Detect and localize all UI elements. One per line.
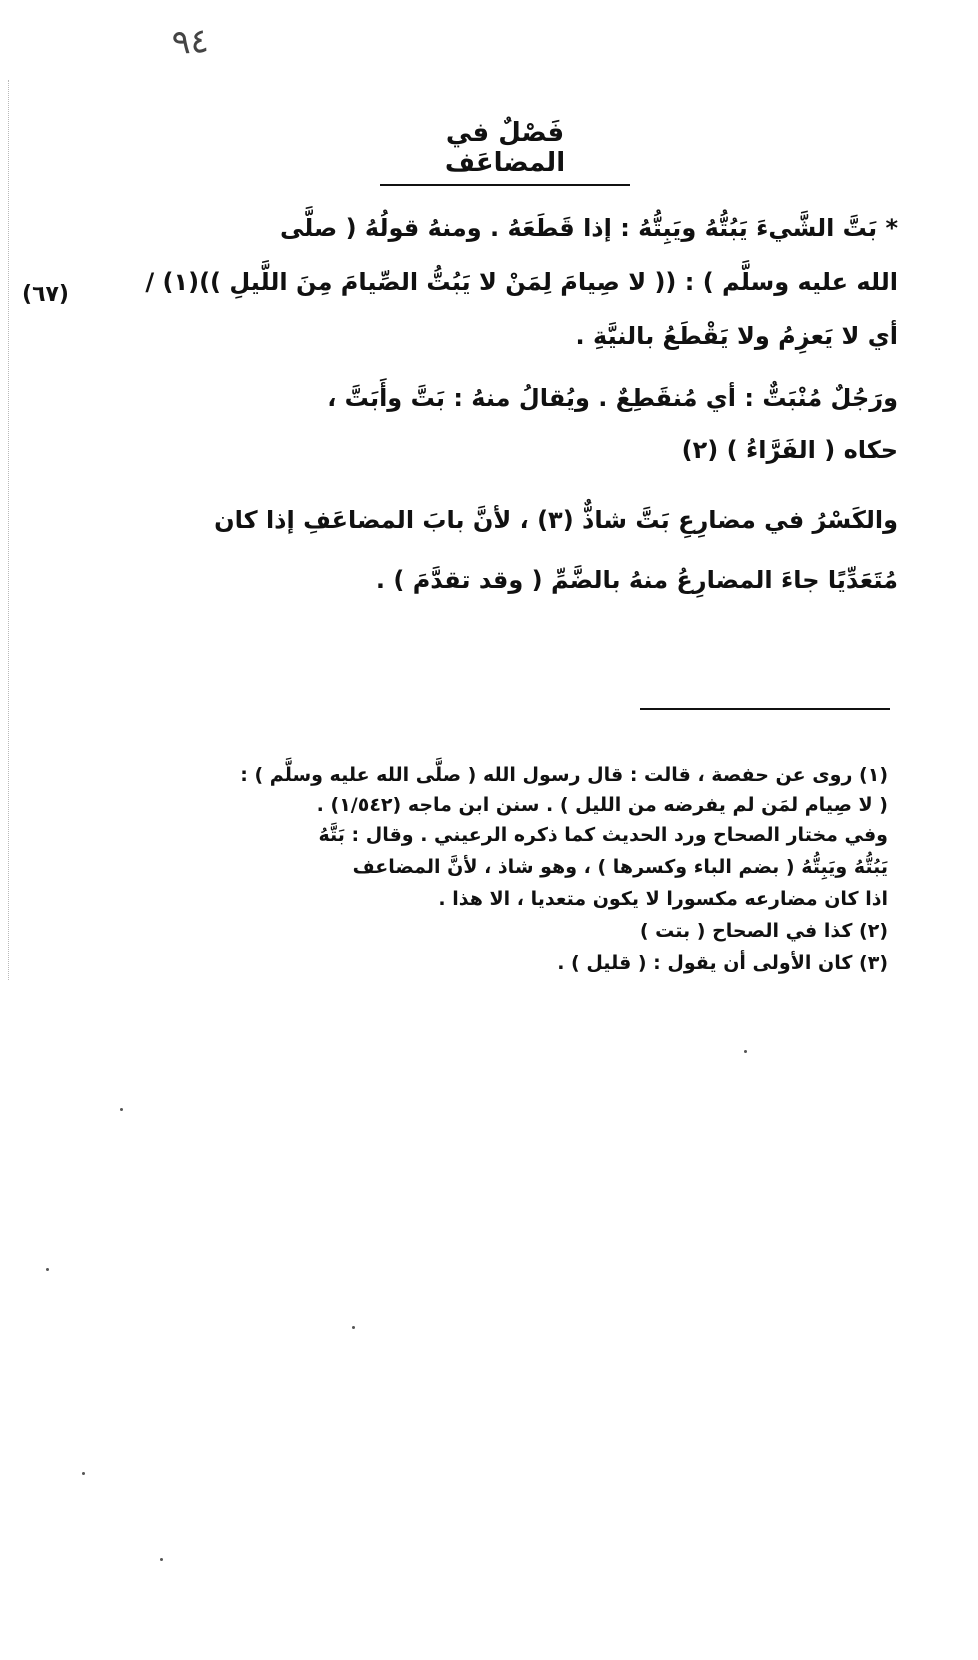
footnote-separator [640, 708, 890, 710]
scan-speck [352, 1326, 355, 1329]
body-line-2: الله عليه وسلَّم ) : (( لا صِيامَ لِمَنْ لا يَبُتُّ الصِّيامَ مِنَ اللَّيلِ ))(١) / [145, 268, 898, 296]
body-line-5: حكاه ( الفَرَّاءُ ) (٢) [681, 436, 898, 464]
page-number: ٩٤ [170, 20, 210, 64]
footnote-line-7: (٣) كان الأولى أن يقول : ( قليل ) . [557, 952, 888, 974]
body-line-4: ورَجُلٌ مُنْبَتٌّ : أي مُنقَطِعٌ . ويُقالُ منهُ : بَتَّ وأَبَتَّ ، [327, 384, 898, 412]
scan-speck [46, 1268, 49, 1271]
body-line-1: * بَتَّ الشَّيءَ يَبُتُّهُ ويَبِتُّهُ : إذا قَطَعَهُ . ومنهُ قولُهُ ( صلَّى [279, 214, 898, 242]
scan-speck [120, 1108, 123, 1111]
scan-speck [82, 1472, 85, 1475]
footnote-line-3: وفي مختار الصحاح ورد الحديث كما ذكره الرعيني . وقال : بَتَّهُ [318, 824, 888, 846]
footnote-line-5: اذا كان مضارعه مكسورا لا يكون متعديا ، الا هذا . [438, 888, 888, 910]
body-line-6: والكَسْرُ في مضارِعِ بَتَّ شاذٌّ (٣) ، لأنَّ بابَ المضاعَفِ إذا كان [214, 506, 898, 534]
footnote-line-4: يَبُتُّهُ ويَبِتُّهُ ( بضم الباء وكسرها ) ، وهو شاذ ، لأنَّ المضاعف [352, 856, 888, 878]
section-heading-text: فَصْلٌ في المضاعَف [380, 118, 630, 186]
body-line-7: مُتَعَدِّيًا جاءَ المضارِعُ منهُ بالضَّمِّ ( وقد تقدَّمَ ) . [375, 566, 898, 594]
footnote-line-2: ( لا صِيام لمَن لم يفرضه من الليل ) . سنن ابن ماجه (١/٥٤٢) . [316, 794, 888, 816]
scan-edge-mark [8, 80, 10, 980]
body-line-3: أي لا يَعزِمُ ولا يَقْطَعُ بالنيَّةِ . [575, 322, 898, 350]
footnote-line-6: (٢) كذا في الصحاح ( بتت ) [639, 920, 888, 942]
scan-speck [160, 1558, 163, 1561]
footnote-line-1: (١) روى عن حفصة ، قالت : قال رسول الله ( صلَّى الله عليه وسلَّم ) : [240, 764, 888, 786]
margin-reference-number: (٦٧) [22, 282, 69, 307]
scan-speck [744, 1050, 747, 1053]
section-heading [380, 118, 630, 186]
